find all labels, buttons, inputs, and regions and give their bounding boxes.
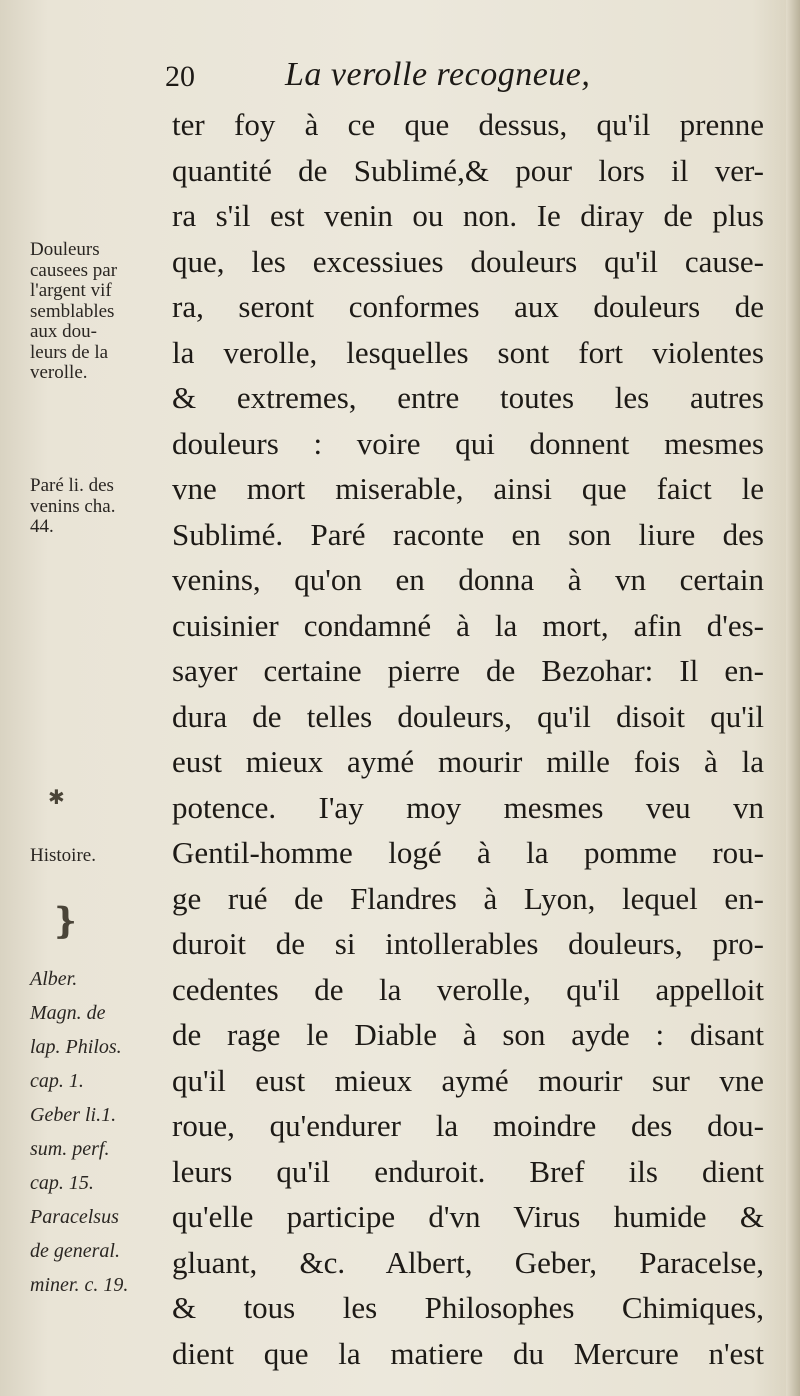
margin-note-line: Geber li.1. (30, 1104, 117, 1126)
text-line: & tous les Philosophes Chimiques, (172, 1290, 764, 1325)
margin-note-line: causees par (30, 259, 118, 281)
margin-note-line: verolle. (30, 362, 88, 383)
text-line: dura de telles douleurs, qu'il disoit qu'il (172, 698, 764, 734)
text-line: roue, qu'endurer la moindre des dou- (172, 1108, 764, 1143)
margin-note-line: l'argent vif (30, 280, 112, 301)
text-line: ra s'il est venin ou non. Ie diray de plus (172, 198, 764, 233)
text-line: dient que la matiere du Mercure n'est (172, 1335, 764, 1371)
margin-note-line: cap. 1. (30, 1070, 84, 1092)
text-line: que, les excessiues douleurs qu'il cause- (172, 243, 764, 279)
text-line: cuisinier condamné à la mort, afin d'es- (172, 607, 764, 643)
asterisk-mark: ✱ (48, 787, 65, 809)
margin-note-line: miner. c. 19. (30, 1274, 129, 1296)
text-line: duroit de si intollerables douleurs, pro- (172, 926, 764, 961)
text-line: douleurs : voire qui donnent mesmes (172, 425, 764, 461)
margin-note-line: lap. Philos. (30, 1036, 122, 1058)
text-line: potence. I'ay moy mesmes veu vn (172, 789, 764, 825)
margin-note-pare (30, 476, 170, 538)
text-line: venins, qu'on en donna à vn certain (172, 562, 764, 597)
margin-note-histoire (30, 846, 160, 867)
text-line: gluant, &c. Albert, Geber, Paracelse, (172, 1244, 764, 1280)
text-line: qu'elle participe d'vn Virus humide & (172, 1199, 764, 1234)
text-line: vne mort miserable, ainsi que faict le (172, 471, 764, 506)
text-line: Gentil-homme logé à la pomme rou- (172, 835, 764, 870)
text-line: qu'il eust mieux aymé mourir sur vne (172, 1062, 764, 1098)
text-line: leurs qu'il enduroit. Bref ils dient (172, 1153, 764, 1189)
margin-note-line: Paracelsus (30, 1206, 119, 1228)
main-text-block (172, 102, 764, 1376)
margin-note-line: sum. perf. (30, 1138, 110, 1160)
text-line: la verolle, lesquelles sont fort violentes (172, 334, 764, 370)
margin-note-line: 44. (30, 516, 54, 537)
margin-note-line: cap. 15. (30, 1172, 94, 1194)
text-line: quantité de Sublimé,& pour lors il ver- (172, 152, 764, 188)
page-header (0, 52, 800, 98)
page-edge-shadow (786, 0, 800, 1396)
running-title: La verolle recogneue, (285, 56, 591, 93)
text-line: ra, seront conformes aux douleurs de (172, 289, 764, 324)
page-number: 20 (165, 60, 195, 93)
text-line: cedentes de la verolle, qu'il appelloit (172, 971, 764, 1007)
margin-note-line: semblables (30, 300, 115, 322)
margin-note-citations (30, 962, 170, 1302)
text-line: Sublimé. Paré raconte en son liure des (172, 516, 764, 552)
bracket-mark: ❵ (50, 901, 81, 941)
margin-note-line: Douleurs (30, 239, 100, 260)
margin-note-line: Magn. de (30, 1002, 106, 1024)
margin-note-line: Alber. (30, 968, 78, 990)
margin-note-line: Histoire. (30, 845, 96, 866)
margin-note-line: aux dou- (30, 321, 98, 342)
margin-note-douleurs (30, 240, 160, 384)
text-line: eust mieux aymé mourir mille fois à la (172, 744, 764, 779)
text-line: de rage le Diable à son ayde : disant (172, 1017, 764, 1052)
margin-note-line: leurs de la (30, 341, 109, 363)
margin-note-line: Paré li. des (30, 475, 114, 496)
margin-note-line: venins cha. (30, 495, 116, 517)
margin-note-line: de general. (30, 1240, 120, 1262)
text-line: sayer certaine pierre de Bezohar: Il en- (172, 653, 764, 688)
text-line: & extremes, entre toutes les autres (172, 380, 764, 415)
text-line: ter foy à ce que dessus, qu'il prenne (172, 107, 764, 142)
text-line: ge rué de Flandres à Lyon, lequel en- (172, 880, 764, 916)
